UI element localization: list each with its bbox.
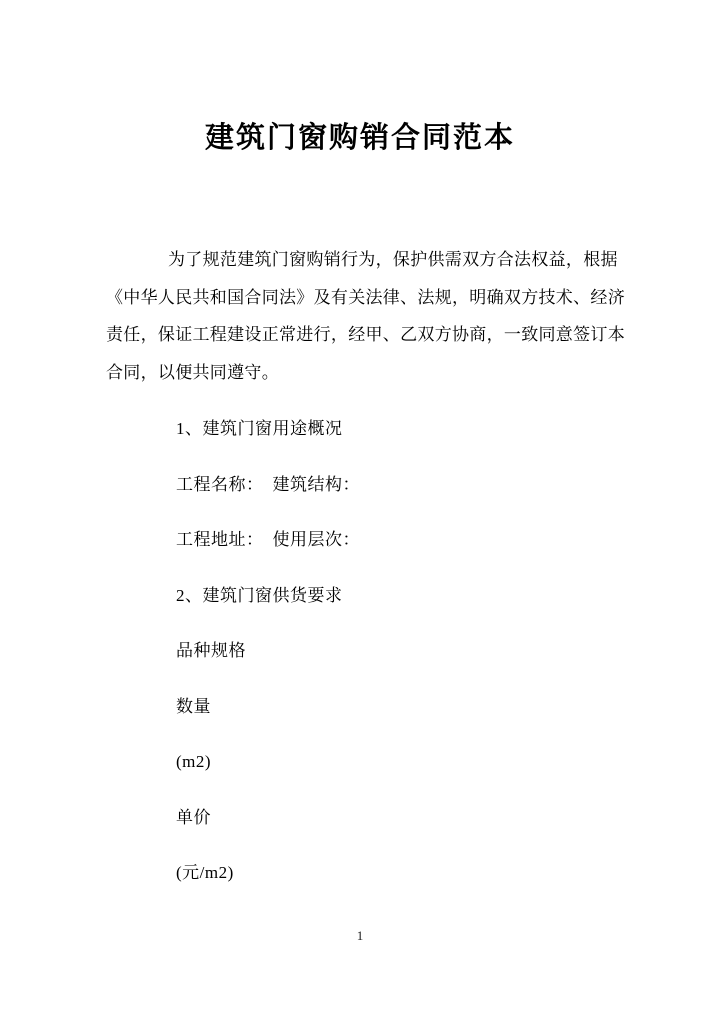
intro-line-4: 合同，以便共同遵守。	[106, 362, 279, 382]
section-1-heading: 1、建筑门窗用途概况	[176, 419, 343, 438]
intro-paragraph	[0, 241, 720, 391]
item-quantity-label: 数量	[176, 696, 211, 716]
contract-items	[0, 401, 720, 901]
page-number: 1	[356, 928, 364, 943]
intro-line-3: 责任，保证工程建设正常进行，经甲、乙双方协商，一致同意签订本	[106, 325, 625, 344]
project-address-floors-line: 工程地址： 使用层次：	[176, 530, 360, 549]
item-unit-price-unit: (元/m2)	[176, 863, 234, 882]
document-title: 建筑门窗购销合同范本	[204, 120, 515, 154]
item-quantity-unit: (m2)	[176, 752, 212, 771]
intro-line-1: 为了规范建筑门窗购销行为，保护供需双方合法权益，根据	[168, 250, 618, 269]
intro-line-2: 《中华人民共和国合同法》及有关法律、法规，明确双方技术、经济	[106, 287, 625, 307]
item-spec-label: 品种规格	[176, 641, 246, 660]
item-unit-price-label: 单价	[176, 807, 211, 827]
project-name-structure-line: 工程名称： 建筑结构：	[176, 474, 360, 494]
section-2-heading: 2、建筑门窗供货要求	[176, 585, 343, 605]
